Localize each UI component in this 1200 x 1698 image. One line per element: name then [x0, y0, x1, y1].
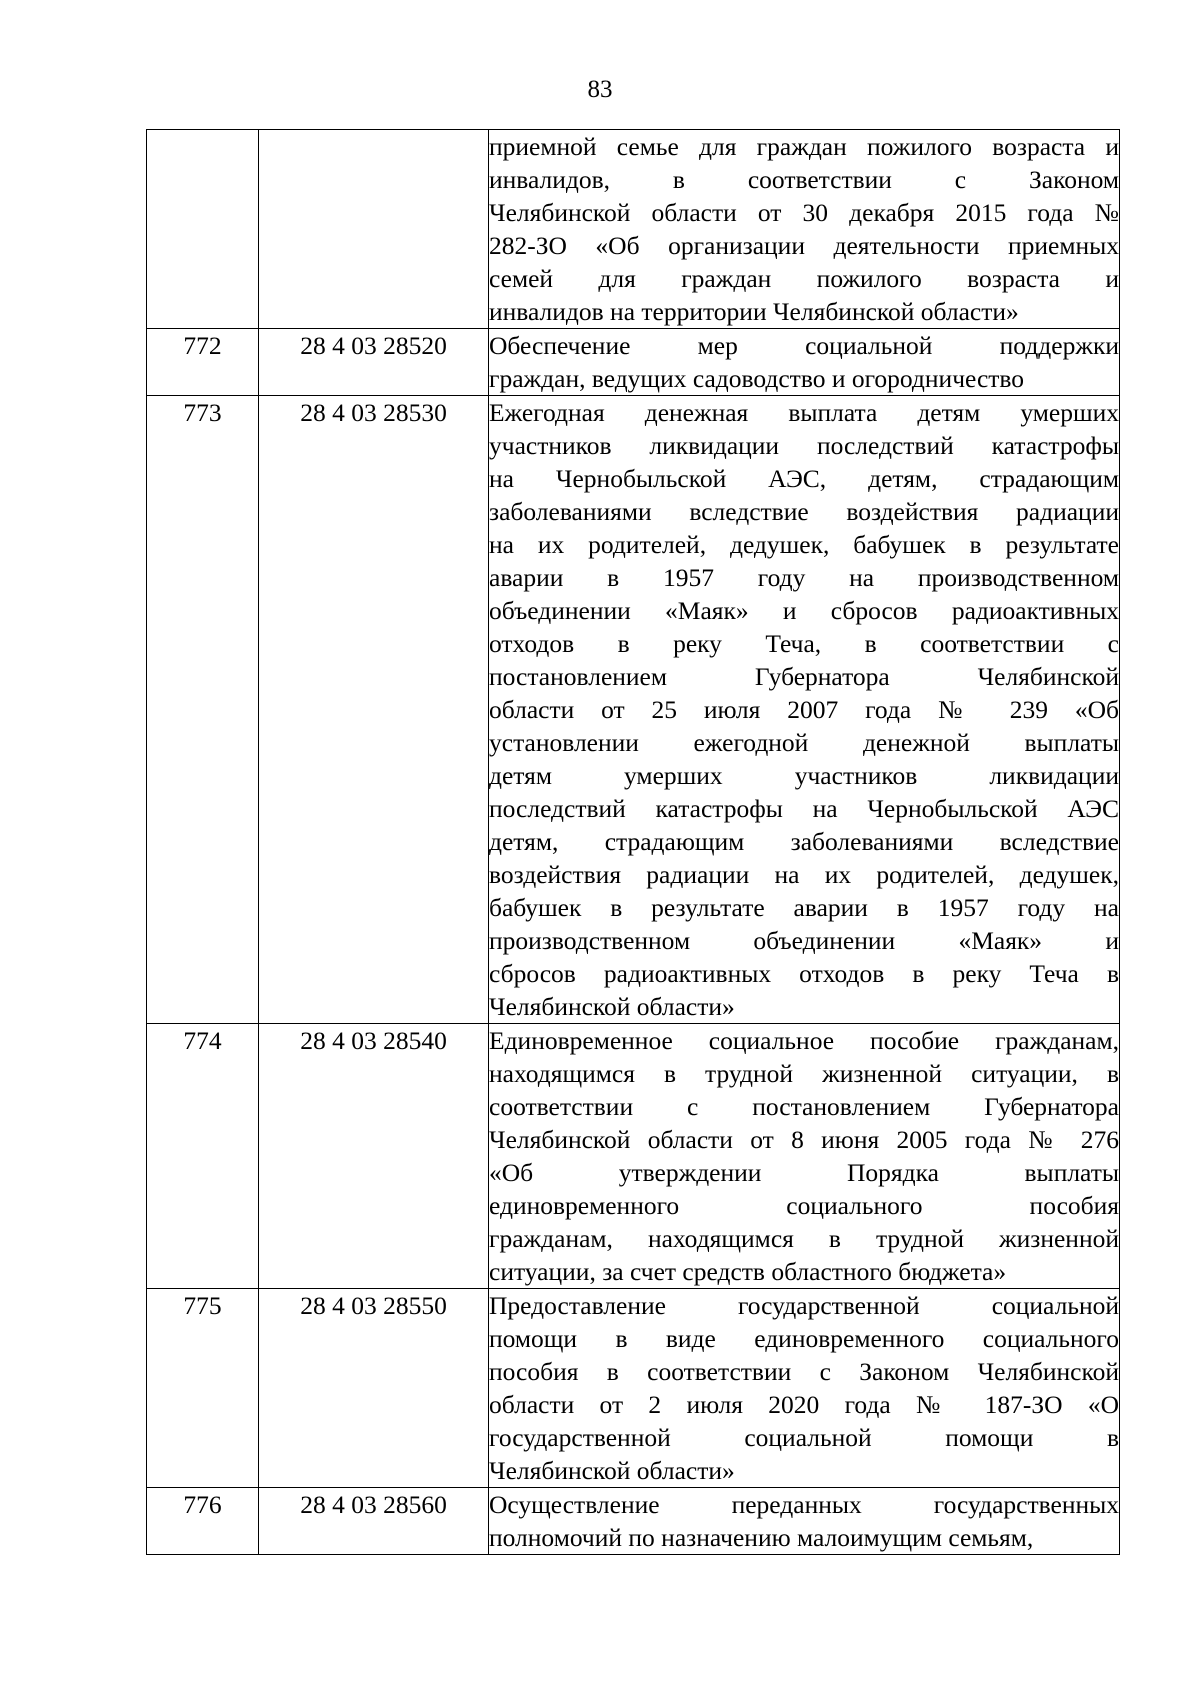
description-line: на Чернобыльской АЭС, детям, страдающим — [489, 464, 1119, 493]
page-number: 83 — [587, 76, 613, 103]
description-line: граждан, ведущих садоводство и огородничество — [489, 364, 1025, 393]
description-line: приемной семье для граждан пожилого возраста и — [489, 132, 1119, 161]
description-line: отходов в реку Теча, в соответствии с — [489, 629, 1119, 658]
description-line: производственном объединении «Маяк» и — [489, 926, 1119, 955]
description-line: воздействия радиации на их родителей, дедушек, — [489, 860, 1119, 889]
description-line: Осуществление переданных государственных — [489, 1490, 1119, 1519]
description-line: установлении ежегодной денежной выплаты — [489, 728, 1119, 757]
description-line: «Об утверждении Порядка выплаты — [489, 1158, 1119, 1187]
description-line: Ежегодная денежная выплата детям умерших — [489, 398, 1119, 427]
description-line: области от 2 июля 2020 года № 187-ЗО «О — [489, 1390, 1119, 1419]
table-row — [147, 329, 1120, 396]
description-line: детям умерших участников ликвидации — [489, 761, 1119, 790]
description-line: бабушек в результате аварии в 1957 году на — [489, 893, 1119, 922]
description-cell — [489, 329, 1120, 396]
description-line: Челябинской области от 8 июня 2005 года № 276 — [489, 1125, 1119, 1154]
description-line: постановлением Губернатора Челябинской — [489, 662, 1119, 691]
description-cell — [489, 396, 1120, 1024]
budget-code-cell: 28 4 03 28550 — [259, 1289, 489, 1488]
description-line: 282-ЗО «Об организации деятельности приемных — [489, 231, 1119, 260]
description-line: участников ликвидации последствий катастрофы — [489, 431, 1119, 460]
description-line: помощи в виде единовременного социального — [489, 1324, 1119, 1353]
description-line: полномочий по назначению малоимущим семьям, — [489, 1523, 1034, 1552]
description-line: семей для граждан пожилого возраста и — [489, 264, 1119, 293]
description-line: Челябинской области» — [489, 992, 735, 1021]
row-number-cell — [147, 130, 259, 329]
description-line: единовременного социального пособия — [489, 1191, 1119, 1220]
description-line: инвалидов, в соответствии с Законом — [489, 165, 1119, 194]
budget-table — [146, 129, 1120, 1555]
description-line: пособия в соответствии с Законом Челябинской — [489, 1357, 1119, 1386]
table-row — [147, 130, 1120, 329]
description-line: на их родителей, дедушек, бабушек в результате — [489, 530, 1119, 559]
description-line: Обеспечение мер социальной поддержки — [489, 331, 1119, 360]
description-line: гражданам, находящимся в трудной жизненной — [489, 1224, 1119, 1253]
budget-code-cell: 28 4 03 28520 — [259, 329, 489, 396]
budget-code-cell: 28 4 03 28530 — [259, 396, 489, 1024]
table-row — [147, 1289, 1120, 1488]
description-line: объединении «Маяк» и сбросов радиоактивных — [489, 596, 1119, 625]
description-cell — [489, 1024, 1120, 1289]
description-line: Предоставление государственной социальной — [489, 1291, 1119, 1320]
description-line: сбросов радиоактивных отходов в реку Теча в — [489, 959, 1119, 988]
description-line: Единовременное социальное пособие гражданам, — [489, 1026, 1119, 1055]
row-number-cell: 774 — [147, 1024, 259, 1289]
row-number-cell: 772 — [147, 329, 259, 396]
description-line: аварии в 1957 году на производственном — [489, 563, 1119, 592]
description-cell — [489, 1289, 1120, 1488]
table-row — [147, 1488, 1120, 1555]
description-line: области от 25 июля 2007 года № 239 «Об — [489, 695, 1119, 724]
row-number-cell: 775 — [147, 1289, 259, 1488]
row-number-cell: 773 — [147, 396, 259, 1024]
description-line: ситуации, за счет средств областного бюджета» — [489, 1257, 1007, 1286]
description-cell — [489, 1488, 1120, 1555]
description-line: детям, страдающим заболеваниями вследствие — [489, 827, 1119, 856]
table-row — [147, 1024, 1120, 1289]
budget-code-cell: 28 4 03 28560 — [259, 1488, 489, 1555]
table-row — [147, 396, 1120, 1024]
table-body — [147, 130, 1120, 1555]
description-line: последствий катастрофы на Чернобыльской АЭС — [489, 794, 1119, 823]
description-cell — [489, 130, 1120, 329]
description-line: соответствии с постановлением Губернатора — [489, 1092, 1119, 1121]
description-line: Челябинской области от 30 декабря 2015 года № — [489, 198, 1119, 227]
row-number-cell: 776 — [147, 1488, 259, 1555]
description-line: Челябинской области» — [489, 1456, 735, 1485]
description-line: инвалидов на территории Челябинской области» — [489, 297, 1019, 326]
budget-code-cell: 28 4 03 28540 — [259, 1024, 489, 1289]
description-line: государственной социальной помощи в — [489, 1423, 1119, 1452]
description-line: находящимся в трудной жизненной ситуации, в — [489, 1059, 1119, 1088]
budget-code-cell — [259, 130, 489, 329]
description-line: заболеваниями вследствие воздействия радиации — [489, 497, 1119, 526]
